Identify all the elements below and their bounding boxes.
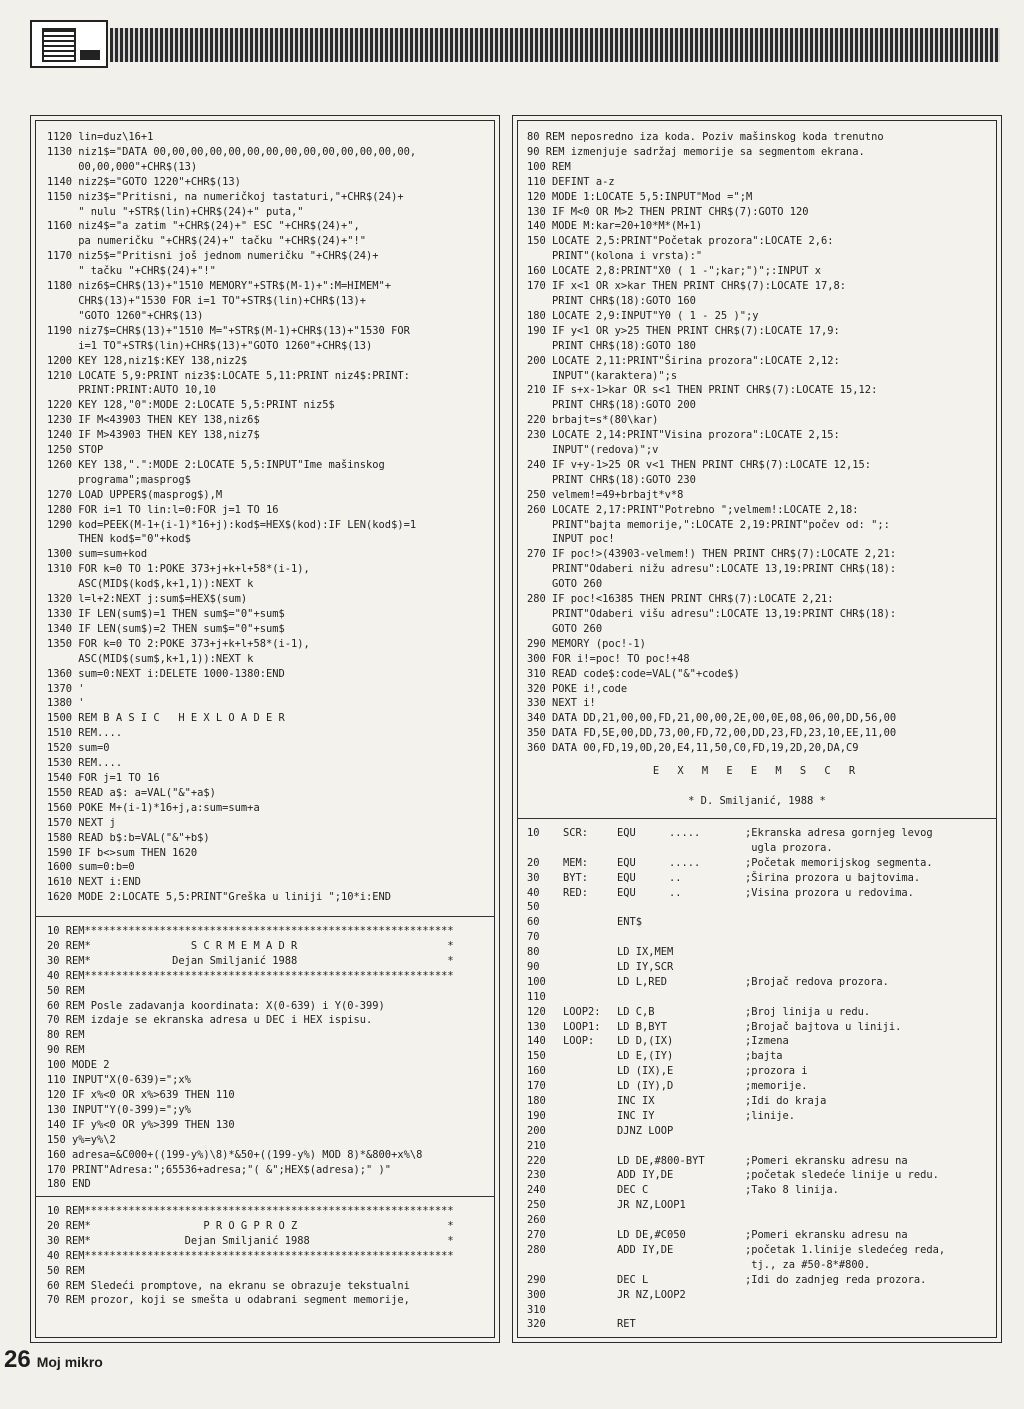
code-line: GOTO 260 bbox=[527, 578, 603, 591]
asm-line-number: 300 bbox=[527, 1288, 546, 1301]
code-line: PRINT"Odaberi višu adresu":LOCATE 13,19:PRINT CHR$(18): bbox=[527, 608, 897, 620]
code-line: 1220 KEY 128,"0":MODE 2:LOCATE 5,5:PRINT niz5$ bbox=[47, 399, 335, 412]
code-line: 30 REM* Dejan Smiljanić 1988 * bbox=[47, 954, 454, 967]
asm-line bbox=[527, 1064, 993, 1079]
asm-line-number: 290 bbox=[527, 1273, 546, 1286]
magazine-logo-icon bbox=[30, 20, 108, 68]
asm-line-number: 100 bbox=[527, 975, 546, 988]
asm-op: LD L,RED bbox=[617, 975, 668, 988]
progproz-continued-listing bbox=[527, 130, 896, 756]
code-line: 1270 LOAD UPPER$(masprog$),M bbox=[47, 488, 223, 501]
code-line: 100 REM bbox=[527, 160, 571, 173]
code-line: 1610 NEXT i:END bbox=[47, 876, 141, 889]
asm-line bbox=[527, 1049, 993, 1064]
code-line: 1300 sum=sum+kod bbox=[47, 548, 148, 561]
asm-comment: ;Visina prozora u redovima. bbox=[745, 886, 914, 899]
code-line: PRINT CHR$(18):GOTO 160 bbox=[527, 294, 696, 307]
asm-line-number: 130 bbox=[527, 1020, 546, 1033]
code-line: 1340 IF LEN(sum$)=2 THEN sum$="0"+sum$ bbox=[47, 622, 285, 635]
asm-line bbox=[527, 1258, 993, 1273]
code-line: 1230 IF M<43903 THEN KEY 138,niz6$ bbox=[47, 414, 260, 427]
asm-op: DJNZ LOOP bbox=[617, 1124, 674, 1137]
code-line: INPUT"(redova)";v bbox=[527, 444, 659, 457]
code-line: 170 IF x<1 OR x>kar THEN PRINT CHR$(7):LOCATE 17,8: bbox=[527, 280, 847, 293]
code-line: 1150 niz3$="Pritisni, na numeričkoj tastaturi,"+CHR$(24)+ bbox=[47, 190, 404, 203]
asm-arg: ..... bbox=[669, 856, 701, 869]
asm-line bbox=[527, 1303, 993, 1318]
asm-op: EQU bbox=[617, 827, 636, 839]
asm-line bbox=[527, 1168, 993, 1183]
code-line: ASC(MID$(sum$,k+1,1)):NEXT k bbox=[47, 652, 254, 665]
asm-line bbox=[527, 886, 993, 901]
asm-line-number: 170 bbox=[527, 1080, 546, 1093]
asm-line bbox=[527, 1094, 993, 1109]
asm-line bbox=[527, 1154, 993, 1169]
code-line: 90 REM izmenjuje sadržaj memorije sa segmentom ekrana. bbox=[527, 145, 865, 158]
code-line: pa numeričku "+CHR$(24)+" tačku "+CHR$(24)+"!" bbox=[47, 235, 367, 248]
code-line: PRINT"bajta memorije,":LOCATE 2,19:PRINT"počev od: ";: bbox=[527, 518, 890, 531]
code-line: 120 MODE 1:LOCATE 5,5:INPUT"Mod =";M bbox=[527, 190, 753, 203]
asm-line-number: 140 bbox=[527, 1035, 546, 1048]
asm-title-block bbox=[527, 764, 987, 809]
asm-line bbox=[527, 915, 993, 930]
code-line: 1240 IF M>43903 THEN KEY 138,niz7$ bbox=[47, 429, 260, 442]
asm-comment: ;Početak memorijskog segmenta. bbox=[745, 856, 933, 869]
code-line: 1380 ' bbox=[47, 697, 85, 710]
code-line: 1190 niz7$=CHR$(13)+"1510 M="+STR$(M-1)+CHR$(13)+"1530 FOR bbox=[47, 324, 410, 337]
code-line: 1170 niz5$="Pritisni još jednom numeričku "+CHR$(24)+ bbox=[47, 250, 379, 263]
code-line: 160 LOCATE 2,8:PRINT"X0 ( 1 -";kar;")";:INPUT x bbox=[527, 265, 822, 278]
asm-line bbox=[527, 1183, 993, 1198]
code-line: 60 REM Posle zadavanja koordinata: X(0-639) i Y(0-399) bbox=[47, 999, 385, 1012]
asm-op: LD C,B bbox=[617, 1005, 655, 1018]
code-block bbox=[47, 1204, 454, 1308]
code-line: ASC(MID$(kod$,k+1,1)):NEXT k bbox=[47, 578, 254, 591]
code-line: 1500 REM B A S I C H E X L O A D E R bbox=[47, 712, 285, 725]
asm-comment: ;Pomeri ekransku adresu na bbox=[745, 1154, 908, 1167]
asm-op: ADD IY,DE bbox=[617, 1243, 674, 1256]
code-line: 1520 sum=0 bbox=[47, 742, 110, 755]
asm-op: DEC L bbox=[617, 1273, 649, 1286]
asm-op: LD (IY),D bbox=[617, 1080, 674, 1093]
asm-label: RED: bbox=[563, 886, 589, 899]
header-stripe-bar bbox=[110, 28, 1000, 62]
code-line: 120 IF x%<0 OR x%>639 THEN 110 bbox=[47, 1088, 235, 1101]
asm-comment: ;Širina prozora u bajtovima. bbox=[745, 871, 921, 884]
asm-line bbox=[527, 1273, 993, 1288]
code-line: 330 NEXT i! bbox=[527, 697, 596, 710]
asm-program-title: E X M E E M S C R bbox=[652, 765, 862, 777]
asm-line-number: 250 bbox=[527, 1199, 546, 1212]
code-line: 300 FOR i!=poc! TO poc!+48 bbox=[527, 652, 690, 665]
asm-comment: ;Idi do zadnjeg reda prozora. bbox=[745, 1273, 927, 1286]
code-line: 130 INPUT"Y(0-399)=";y% bbox=[47, 1103, 191, 1116]
code-line: 290 MEMORY (poc!-1) bbox=[527, 637, 646, 650]
code-line: 1320 l=l+2:NEXT j:sum$=HEX$(sum) bbox=[47, 593, 248, 606]
code-line: 250 velmem!=49+brbajt*v*8 bbox=[527, 488, 684, 501]
code-line: 1350 FOR k=0 TO 2:POKE 373+j+k+l+58*(i-1), bbox=[47, 637, 310, 650]
asm-line-number: 220 bbox=[527, 1154, 546, 1167]
asm-line bbox=[527, 1139, 993, 1154]
code-line: 90 REM bbox=[47, 1044, 85, 1057]
code-line: 360 DATA 00,FD,19,0D,20,E4,11,50,C0,FD,19,2D,20,DA,C9 bbox=[527, 742, 859, 755]
code-block bbox=[47, 924, 454, 1192]
asm-line bbox=[527, 856, 993, 871]
code-line: 350 DATA FD,5E,00,DD,73,00,FD,72,00,DD,23,FD,23,10,EE,11,00 bbox=[527, 727, 897, 740]
code-line: 1540 FOR j=1 TO 16 bbox=[47, 771, 160, 784]
scrmemadr-listing bbox=[47, 924, 454, 1192]
code-line: 1160 niz4$="a zatim "+CHR$(24)+" ESC "+CHR$(24)+", bbox=[47, 220, 360, 233]
code-line: 1550 READ a$: a=VAL("&"+a$) bbox=[47, 786, 216, 799]
asm-line-number: 280 bbox=[527, 1243, 546, 1256]
asm-line bbox=[527, 975, 993, 990]
code-line: 1210 LOCATE 5,9:PRINT niz3$:LOCATE 5,11:PRINT niz4$:PRINT: bbox=[47, 369, 410, 382]
code-line: 230 LOCATE 2,14:PRINT"Visina prozora":LOCATE 2,15: bbox=[527, 429, 840, 442]
code-line: 1330 IF LEN(sum$)=1 THEN sum$="0"+sum$ bbox=[47, 608, 285, 620]
asm-arg: .. bbox=[669, 871, 682, 884]
asm-line bbox=[527, 990, 993, 1005]
code-line: 80 REM neposredno iza koda. Poziv mašinskog koda trenutno bbox=[527, 131, 884, 143]
code-line: 1260 KEY 138,".":MODE 2:LOCATE 5,5:INPUT"Ime mašinskog bbox=[47, 458, 385, 471]
asm-comment: ;Tako 8 linija. bbox=[745, 1184, 839, 1197]
asm-comment: ;Pomeri ekransku adresu na bbox=[745, 1229, 908, 1242]
code-line: 10 REM*********************************************************** bbox=[47, 925, 454, 937]
asm-line bbox=[527, 945, 993, 960]
divider bbox=[35, 916, 495, 917]
asm-comment: ;Ekranska adresa gornjeg levog bbox=[745, 827, 933, 839]
asm-line-number: 180 bbox=[527, 1095, 546, 1108]
asm-line-number: 270 bbox=[527, 1229, 546, 1242]
code-line: 1360 sum=0:NEXT i:DELETE 1000-1380:END bbox=[47, 667, 285, 680]
page-number: 26 bbox=[4, 1346, 31, 1373]
asm-op: DEC C bbox=[617, 1184, 649, 1197]
asm-line bbox=[527, 960, 993, 975]
code-line: 200 LOCATE 2,11:PRINT"Širina prozora":LOCATE 2,12: bbox=[527, 354, 840, 367]
asm-line-number: 310 bbox=[527, 1303, 546, 1316]
code-line: 220 brbajt=s*(80\kar) bbox=[527, 414, 659, 427]
asm-label: MEM: bbox=[563, 856, 589, 869]
asm-arg: .. bbox=[669, 886, 682, 899]
code-line: 20 REM* S C R M E M A D R * bbox=[47, 939, 454, 952]
code-line: 270 IF poc!>(43903-velmem!) THEN PRINT CHR$(7):LOCATE 2,21: bbox=[527, 548, 897, 561]
asm-line-number: 60 bbox=[527, 916, 540, 929]
code-line: 1510 REM.... bbox=[47, 727, 123, 740]
asm-op: ENT$ bbox=[617, 916, 643, 929]
divider bbox=[517, 818, 997, 819]
asm-line bbox=[527, 1288, 993, 1303]
asm-op: JR NZ,LOOP1 bbox=[617, 1199, 686, 1212]
asm-line-number: 230 bbox=[527, 1169, 546, 1182]
asm-op: EQU bbox=[617, 886, 636, 899]
code-line: 160 adresa=&C000+((199-y%)\8)*&50+((199-y%) MOD 8)*&800+x%\8 bbox=[47, 1148, 423, 1161]
asm-line bbox=[527, 1124, 993, 1139]
code-line: 40 REM*********************************************************** bbox=[47, 969, 454, 982]
asm-line-number: 240 bbox=[527, 1184, 546, 1197]
asm-line bbox=[527, 1079, 993, 1094]
code-line: 1620 MODE 2:LOCATE 5,5:PRINT"Greška u liniji ";10*i:END bbox=[47, 891, 392, 904]
asm-line bbox=[527, 841, 993, 856]
code-line: INPUT"(karaktera)";s bbox=[527, 369, 678, 382]
asm-line-number: 160 bbox=[527, 1065, 546, 1078]
code-line: 1200 KEY 128,niz1$:KEY 138,niz2$ bbox=[47, 354, 248, 367]
code-line: 260 LOCATE 2,17:PRINT"Potrebno ";velmem!:LOCATE 2,18: bbox=[527, 503, 859, 516]
right-column-panel bbox=[512, 115, 1002, 1343]
asm-op: LD DE,#800-BYT bbox=[617, 1154, 705, 1167]
asm-comment: ;Brojač redova prozora. bbox=[745, 975, 889, 988]
asm-line-number: 50 bbox=[527, 901, 540, 914]
left-column-panel bbox=[30, 115, 500, 1343]
code-line: 80 REM bbox=[47, 1029, 85, 1042]
asm-line-number: 90 bbox=[527, 961, 540, 974]
code-line: 70 REM prozor, koji se smešta u odabrani segment memorije, bbox=[47, 1294, 410, 1307]
asm-comment: ;Idi do kraja bbox=[745, 1095, 827, 1108]
asm-op: INC IX bbox=[617, 1095, 655, 1108]
exmeemscr-asm-listing bbox=[527, 826, 993, 1332]
asm-label: LOOP: bbox=[563, 1035, 595, 1048]
code-line: 240 IF v+y-1>25 OR v<1 THEN PRINT CHR$(7):LOCATE 12,15: bbox=[527, 458, 872, 471]
asm-line-number: 320 bbox=[527, 1318, 546, 1331]
asm-line-number: 120 bbox=[527, 1005, 546, 1018]
asm-line-number: 80 bbox=[527, 946, 540, 959]
asm-op: INC IY bbox=[617, 1109, 655, 1122]
code-line: 180 END bbox=[47, 1178, 91, 1191]
code-line: CHR$(13)+"1530 FOR i=1 TO"+STR$(lin)+CHR$(13)+ bbox=[47, 294, 367, 307]
code-line: 190 IF y<1 OR y>25 THEN PRINT CHR$(7):LOCATE 17,9: bbox=[527, 324, 840, 337]
asm-comment: ;linije. bbox=[745, 1109, 796, 1122]
asm-line-number: 40 bbox=[527, 886, 540, 899]
asm-line-number: 20 bbox=[527, 856, 540, 869]
asm-line bbox=[527, 1243, 993, 1258]
asm-comment: ;bajta bbox=[745, 1050, 783, 1063]
code-line: 00,00,000"+CHR$(13) bbox=[47, 160, 198, 173]
asm-label: SCR: bbox=[563, 827, 589, 839]
asm-line bbox=[527, 1109, 993, 1124]
code-line: PRINT CHR$(18):GOTO 180 bbox=[527, 339, 696, 352]
progproz-listing bbox=[47, 1204, 454, 1308]
code-line: 150 y%=y%\2 bbox=[47, 1133, 116, 1146]
code-line: 170 PRINT"Adresa:";65536+adresa;"( &";HEX$(adresa);" )" bbox=[47, 1163, 392, 1176]
asm-line bbox=[527, 1317, 993, 1332]
asm-line bbox=[527, 1213, 993, 1228]
asm-comment: ;memorije. bbox=[745, 1080, 808, 1093]
asm-op: RET bbox=[617, 1318, 636, 1331]
asm-line-number: 110 bbox=[527, 990, 546, 1003]
asm-op: LD IX,MEM bbox=[617, 946, 674, 959]
asm-op: ADD IY,DE bbox=[617, 1169, 674, 1182]
asm-label: LOOP1: bbox=[563, 1020, 601, 1033]
asm-arg: ..... bbox=[669, 827, 701, 839]
code-block bbox=[47, 130, 416, 905]
code-line: INPUT poc! bbox=[527, 533, 615, 546]
code-line: 50 REM bbox=[47, 984, 85, 997]
code-line: 110 DEFINT a-z bbox=[527, 175, 615, 188]
asm-comment: ;Izmena bbox=[745, 1035, 789, 1048]
asm-line bbox=[527, 826, 993, 841]
code-line: " nulu "+STR$(lin)+CHR$(24)+" puta," bbox=[47, 205, 304, 218]
code-line: PRINT CHR$(18):GOTO 230 bbox=[527, 473, 696, 486]
asm-line bbox=[527, 1228, 993, 1243]
code-line: " tačku "+CHR$(24)+"!" bbox=[47, 265, 216, 278]
code-line: 1590 IF b<>sum THEN 1620 bbox=[47, 846, 198, 859]
code-line: i=1 TO"+STR$(lin)+CHR$(13)+"GOTO 1260"+CHR$(13) bbox=[47, 339, 373, 352]
code-line: 20 REM* P R O G P R O Z * bbox=[47, 1219, 454, 1232]
code-line: 320 POKE i!,code bbox=[527, 682, 628, 695]
code-line: 1310 FOR k=0 TO 1:POKE 373+j+k+l+58*(i-1), bbox=[47, 563, 310, 576]
asm-op: EQU bbox=[617, 871, 636, 884]
code-line: 1530 REM.... bbox=[47, 757, 123, 770]
asm-line-number: 30 bbox=[527, 871, 540, 884]
asm-op: LD (IX),E bbox=[617, 1065, 674, 1078]
asm-label: BYT: bbox=[563, 871, 589, 884]
code-line: "GOTO 1260"+CHR$(13) bbox=[47, 309, 204, 322]
asm-comment: ugla prozora. bbox=[745, 841, 833, 854]
asm-comment: ;prozora i bbox=[745, 1065, 808, 1078]
code-line: PRINT"Odaberi nižu adresu":LOCATE 13,19:PRINT CHR$(18): bbox=[527, 563, 897, 576]
asm-byline: * D. Smiljanić, 1988 * bbox=[688, 794, 826, 807]
asm-op: JR NZ,LOOP2 bbox=[617, 1288, 686, 1301]
code-line: 1180 niz6$=CHR$(13)+"1510 MEMORY"+STR$(M-1)+":M=HIMEM"+ bbox=[47, 280, 392, 293]
asm-comment: ;Broj linija u redu. bbox=[745, 1005, 871, 1018]
code-line: PRINT"(kolona i vrsta):" bbox=[527, 250, 703, 263]
asm-line-number: 260 bbox=[527, 1214, 546, 1227]
asm-op: LD IY,SCR bbox=[617, 961, 674, 974]
asm-comment: ;početak sledeće linije u redu. bbox=[745, 1169, 939, 1182]
code-line: 140 IF y%<0 OR y%>399 THEN 130 bbox=[47, 1118, 235, 1131]
code-line: 70 REM izdaje se ekranska adresa u DEC i HEX ispisu. bbox=[47, 1014, 373, 1027]
code-line: 110 INPUT"X(0-639)=";x% bbox=[47, 1074, 191, 1087]
asm-line bbox=[527, 1034, 993, 1049]
asm-line bbox=[527, 871, 993, 886]
asm-line-number: 150 bbox=[527, 1050, 546, 1063]
asm-line bbox=[527, 930, 993, 945]
code-line: 1250 STOP bbox=[47, 444, 104, 457]
code-block bbox=[527, 130, 896, 756]
code-line: GOTO 260 bbox=[527, 622, 603, 635]
code-line: 50 REM bbox=[47, 1264, 85, 1277]
code-line: 150 LOCATE 2,5:PRINT"Početak prozora":LOCATE 2,6: bbox=[527, 235, 834, 248]
code-line: 1290 kod=PEEK(M-1+(i-1)*16+j):kod$=HEX$(kod):IF LEN(kod$)=1 bbox=[47, 518, 417, 531]
asm-line bbox=[527, 1005, 993, 1020]
asm-op: LD DE,#C050 bbox=[617, 1229, 686, 1242]
code-line: 1370 ' bbox=[47, 682, 85, 695]
asm-line-number: 70 bbox=[527, 931, 540, 944]
code-line: 10 REM*********************************************************** bbox=[47, 1205, 454, 1217]
asm-line bbox=[527, 1020, 993, 1035]
code-line: 30 REM* Dejan Smiljanić 1988 * bbox=[47, 1234, 454, 1247]
code-line: programa";masprog$ bbox=[47, 473, 191, 486]
asm-comment: tj., za #50-8*#800. bbox=[745, 1258, 871, 1271]
basic-hexloader-listing bbox=[47, 130, 416, 905]
asm-comment: ;početak 1.linije sledećeg reda, bbox=[745, 1243, 946, 1256]
asm-op: LD D,(IX) bbox=[617, 1035, 674, 1048]
code-line: PRINT CHR$(18):GOTO 200 bbox=[527, 399, 696, 412]
asm-line-number: 200 bbox=[527, 1124, 546, 1137]
asm-label: LOOP2: bbox=[563, 1005, 601, 1018]
asm-line-number: 210 bbox=[527, 1139, 546, 1152]
code-line: 280 IF poc!<16385 THEN PRINT CHR$(7):LOCATE 2,21: bbox=[527, 593, 834, 606]
code-line: 1570 NEXT j bbox=[47, 816, 116, 829]
asm-line bbox=[527, 900, 993, 915]
code-line: 1130 niz1$="DATA 00,00,00,00,00,00,00,00,00,00,00,00,00,00, bbox=[47, 145, 417, 158]
code-line: 100 MODE 2 bbox=[47, 1059, 110, 1072]
code-line: 1280 FOR i=1 TO lin:l=0:FOR j=1 TO 16 bbox=[47, 503, 279, 516]
code-line: 310 READ code$:code=VAL("&"+code$) bbox=[527, 667, 740, 680]
magazine-name: Moj mikro bbox=[36, 1354, 103, 1370]
page-footer bbox=[4, 1346, 103, 1374]
code-line: 1120 lin=duz\16+1 bbox=[47, 131, 154, 143]
asm-line-number: 10 bbox=[527, 827, 540, 839]
code-line: 1140 niz2$="GOTO 1220"+CHR$(13) bbox=[47, 175, 241, 188]
code-line: 40 REM*********************************************************** bbox=[47, 1249, 454, 1262]
code-line: 60 REM Sledeći promptove, na ekranu se obrazuje tekstualni bbox=[47, 1279, 410, 1292]
asm-op: EQU bbox=[617, 856, 636, 869]
code-line: 210 IF s+x-1>kar OR s<1 THEN PRINT CHR$(7):LOCATE 15,12: bbox=[527, 384, 878, 397]
code-line: 1580 READ b$:b=VAL("&"+b$) bbox=[47, 831, 210, 844]
asm-line bbox=[527, 1198, 993, 1213]
code-line: 1560 POKE M+(i-1)*16+j,a:sum=sum+a bbox=[47, 801, 260, 814]
code-line: 340 DATA DD,21,00,00,FD,21,00,00,2E,00,0E,08,06,00,DD,56,00 bbox=[527, 712, 897, 725]
asm-op: LD E,(IY) bbox=[617, 1050, 674, 1063]
code-line: 130 IF M<0 OR M>2 THEN PRINT CHR$(7):GOTO 120 bbox=[527, 205, 809, 218]
code-line: 140 MODE M:kar=20+10*M*(M+1) bbox=[527, 220, 703, 233]
code-line: 1600 sum=0:b=0 bbox=[47, 861, 135, 874]
code-line: PRINT:PRINT:AUTO 10,10 bbox=[47, 384, 216, 397]
code-line: THEN kod$="0"+kod$ bbox=[47, 533, 191, 546]
header-band bbox=[30, 20, 1000, 68]
code-line: 180 LOCATE 2,9:INPUT"Y0 ( 1 - 25 )";y bbox=[527, 309, 759, 322]
asm-line-number: 190 bbox=[527, 1109, 546, 1122]
asm-op: LD B,BYT bbox=[617, 1020, 668, 1033]
divider bbox=[35, 1196, 495, 1197]
asm-comment: ;Brojač bajtova u liniji. bbox=[745, 1020, 902, 1033]
